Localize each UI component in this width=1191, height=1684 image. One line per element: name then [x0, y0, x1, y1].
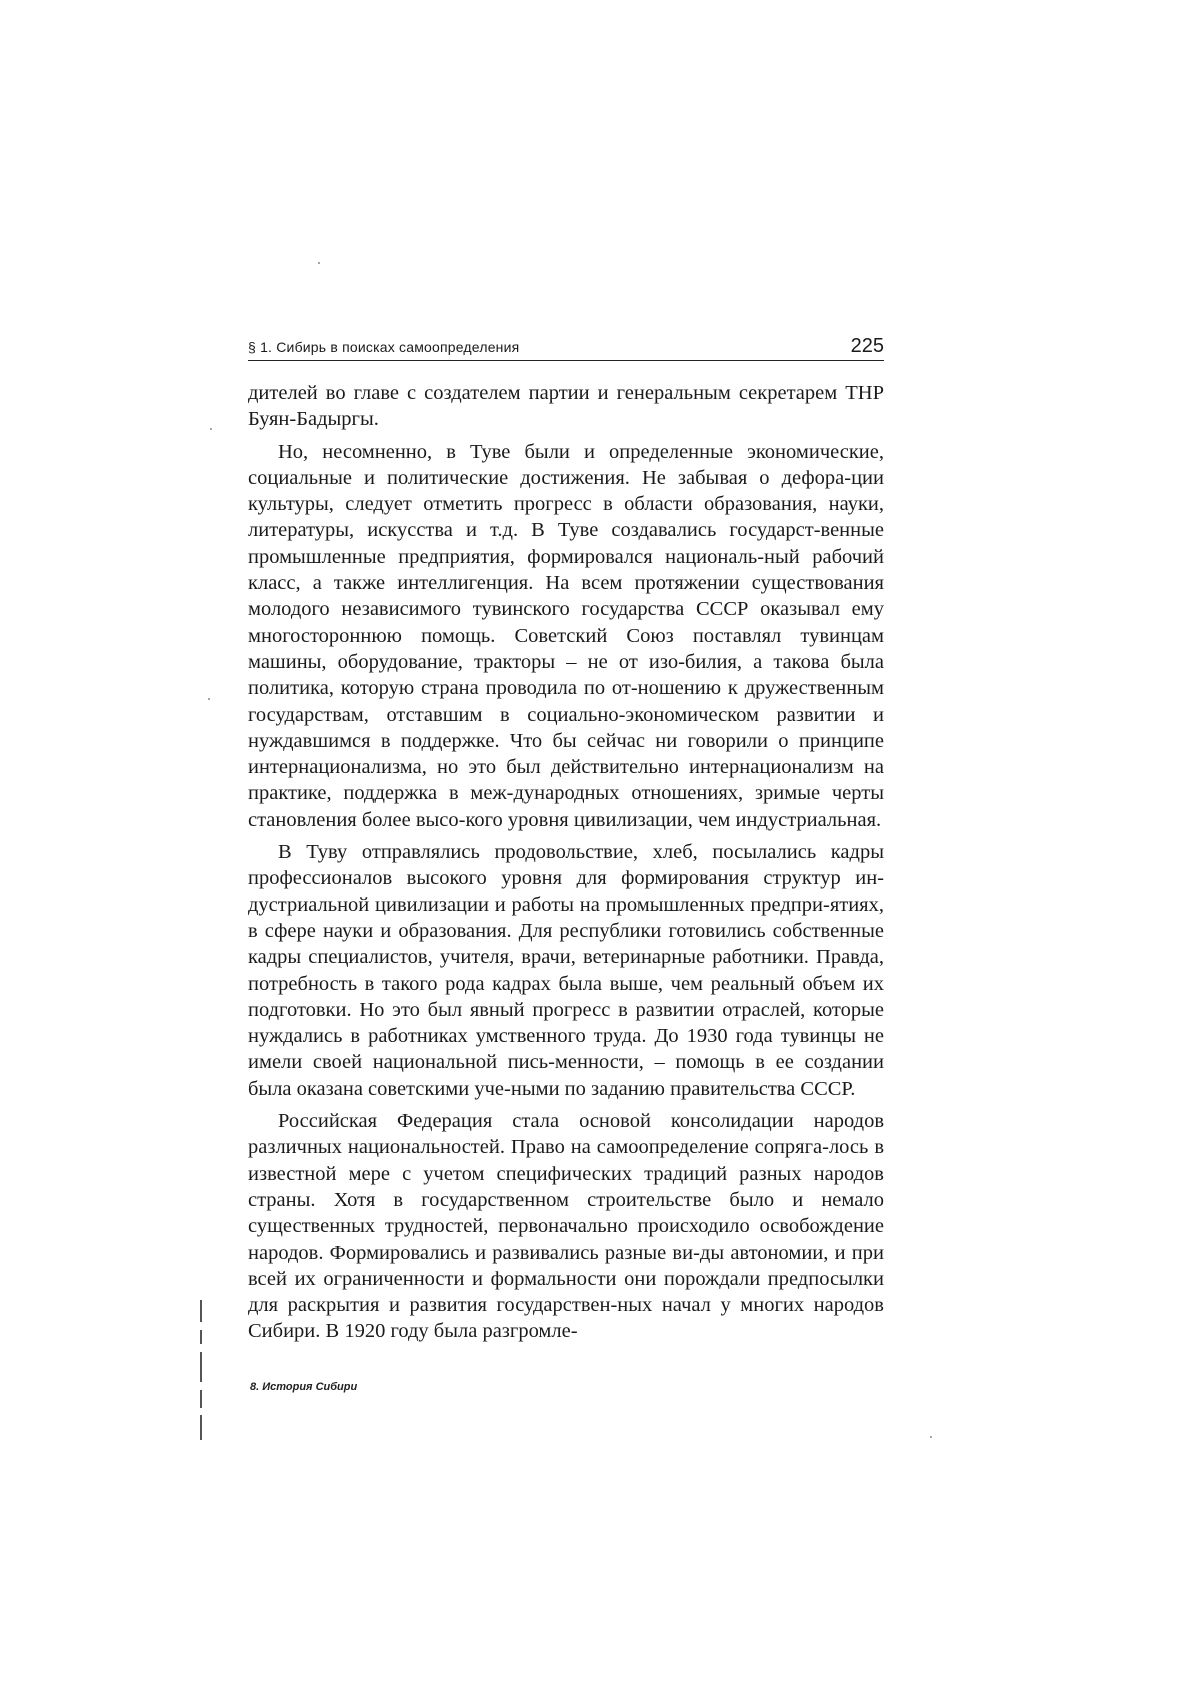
scan-speck	[318, 262, 320, 264]
printer-signature: 8. История Сибири	[250, 1381, 358, 1393]
paragraph-cadres: В Туву отправлялись продовольствие, хлеб, посылались кадры профессионалов высокого уровня для формирования структур ин-дустриальной цивилизации и работы на промышленных предпри-ятиях, в сфере науки и образования. Для республики готовились собственные кадры специалистов, учителя, врачи, ветеринарные работники. Правда, потребность в такого рода кадрах была выше, чем реальный объем их подготовки. Но это был явный прогресс в развитии отраслей, которые нуждались в работниках умственного труда. До 1930 года тувинцы не имели своей национальной пись-менности, – помощь в ее создании была оказана советскими уче-ными по заданию правительства СССР.	[248, 841, 884, 1100]
scan-speck	[210, 428, 212, 430]
scan-speck	[208, 698, 210, 700]
page-header	[248, 332, 884, 361]
paragraph-achievements: Но, несомненно, в Туве были и определенные экономические, социальные и политические достижения. Не забывая о дефорa-ции культуры, следует отметить прогресс в области образования, науки, литературы, искусства и т.д. В Туве создавались государст-венные промышленные предприятия, формировался националь-ный рабочий класс, а также интеллигенция. На всем протяжении существования молодого независимого тувинского государства СССР оказывал ему многостороннюю помощь. Советский Союз поставлял тувинцам машины, оборудование, тракторы – не от изо-билия, а такова была политика, которую страна проводила по от-ношению к дружественным государствам, отставшим в социально-экономическом развитии и нуждавшимся в поддержке. Что бы сейчас ни говорили о принципе интернационализма, но это был действительно интернационализм на практике, поддержка в меж-дународных отношениях, зримые черты становления более высо-кого уровня цивилизации, чем индустриальная.	[248, 440, 884, 831]
page-number: 225	[850, 335, 884, 357]
scan-speck	[930, 1436, 932, 1438]
body-text	[248, 380, 884, 1345]
paragraph-federation: Российская Федерация стала основой консолидации народов различных национальностей. Право на самоопределение сопряга-лось в известной мере с учетом специфических традиций разных народов страны. Хотя в государственном строительстве было и немало существенных трудностей, первоначально происходило освобождение народов. Формировались и развивались разные ви-ды автономии, и при всей их ограниченности и формальности они порождали предпосылки для раскрытия и развития государствен-ных начал у многих народов Сибири. В 1920 году была разгромле-	[248, 1110, 884, 1343]
running-head: § 1. Сибирь в поисках самоопределения	[248, 339, 520, 355]
scan-margin-marks	[200, 1300, 203, 1440]
paragraph-continued: дителей во главе с создателем партии и генеральным секретарем ТНР Буян-Бадыргы.	[248, 382, 884, 431]
